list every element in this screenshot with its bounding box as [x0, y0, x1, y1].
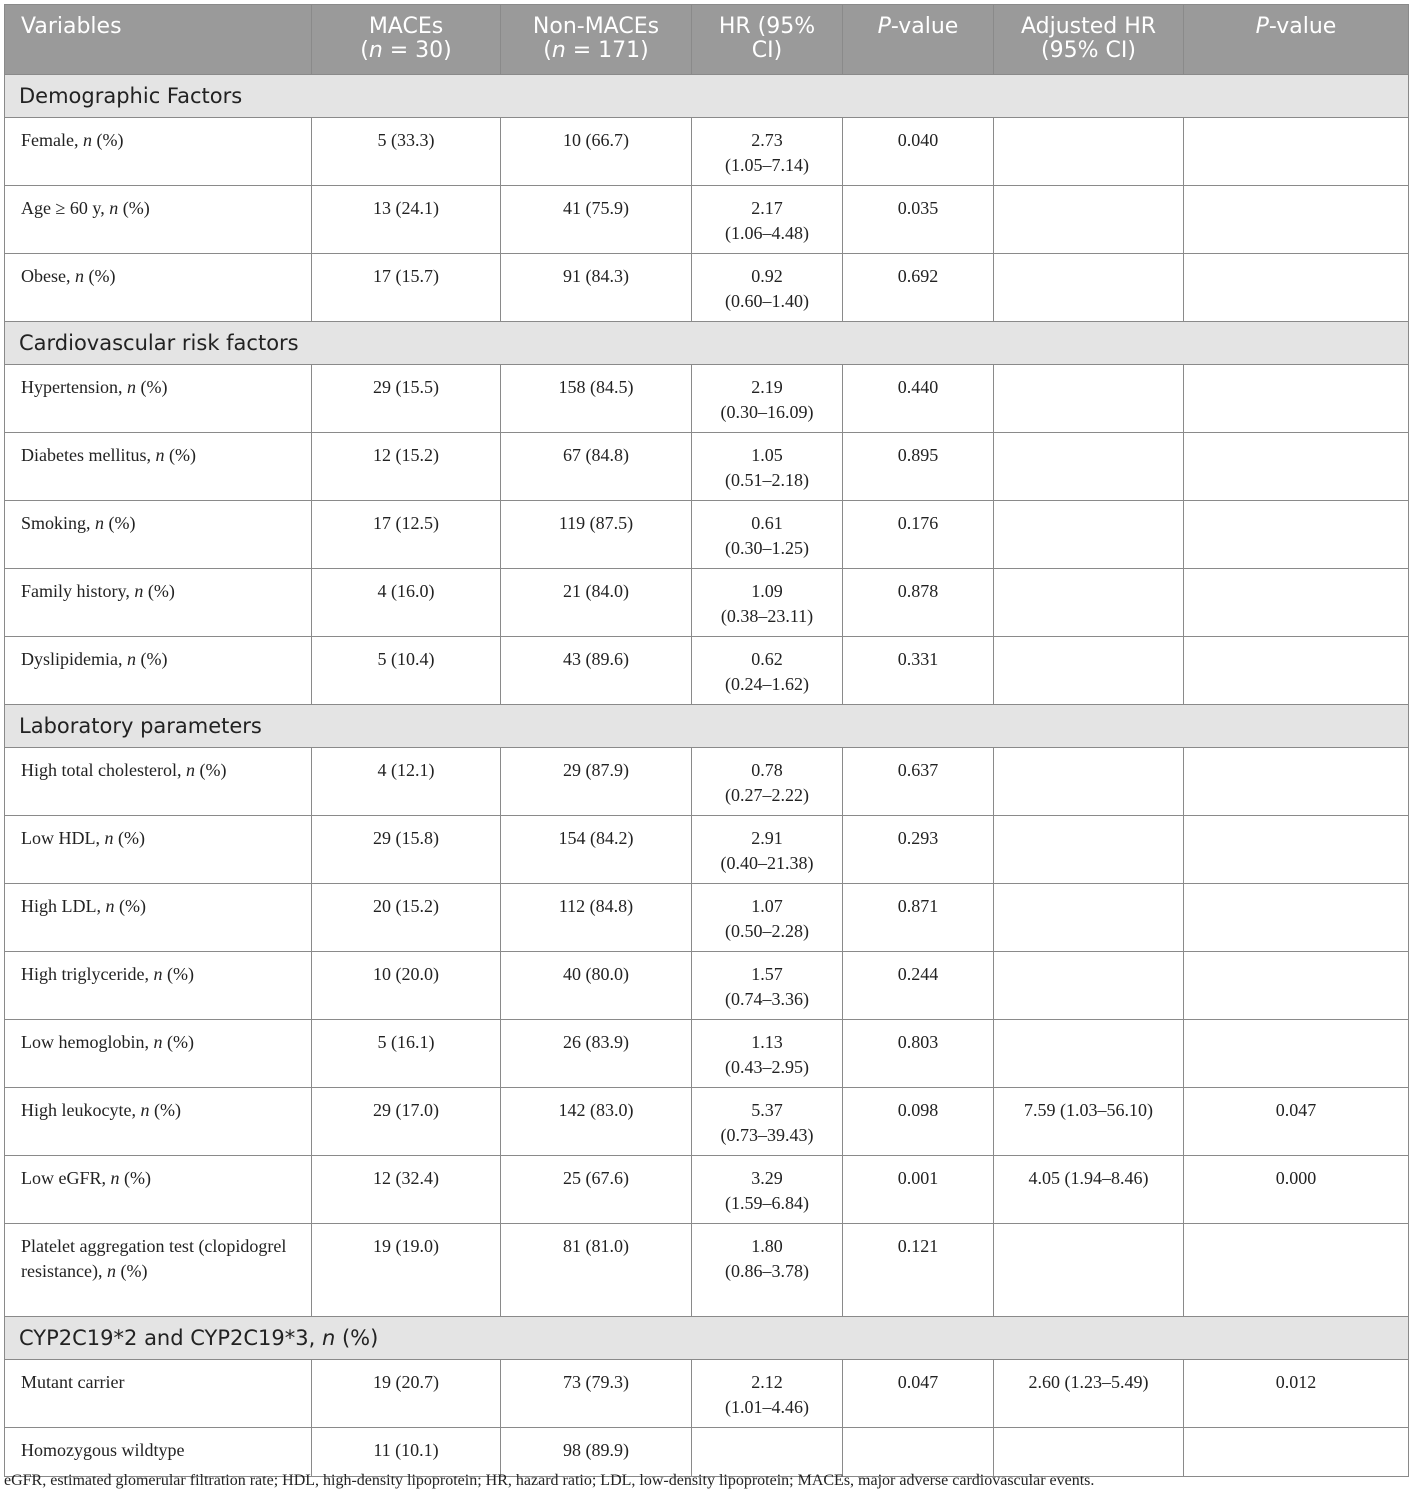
- row-label: [5, 1020, 312, 1088]
- cell-p-value: 0.331: [843, 637, 994, 705]
- header-maces: MACEs (n = 30): [312, 5, 501, 75]
- row-label-suffix: (%): [118, 198, 150, 218]
- hr-value: 3.29: [751, 1168, 783, 1188]
- hr-ci: (1.59–6.84): [725, 1192, 809, 1213]
- cell-hr: [692, 433, 843, 501]
- section-title-text: Cardiovascular risk factors: [19, 331, 299, 355]
- cell-hr: [692, 1088, 843, 1156]
- cell-adjusted-p-value: [1184, 365, 1409, 433]
- hr-value: 2.17: [751, 198, 783, 218]
- row-label-suffix: (%): [164, 445, 196, 465]
- row-label-text: Low HDL,: [21, 828, 105, 848]
- row-label-text: Low hemoglobin,: [21, 1032, 154, 1052]
- table-row: [5, 884, 1409, 952]
- row-label-suffix: (%): [114, 896, 146, 916]
- cell-non-maces: 154 (84.2): [501, 816, 692, 884]
- hr-ci: (0.60–1.40): [725, 290, 809, 311]
- cell-non-maces: 158 (84.5): [501, 365, 692, 433]
- row-label: [5, 186, 312, 254]
- cell-hr: [692, 118, 843, 186]
- hr-value: 1.13: [751, 1032, 783, 1052]
- row-label: [5, 1360, 312, 1428]
- hr-value: 0.62: [751, 649, 783, 669]
- section-header-row: [5, 322, 1409, 365]
- cell-maces: 19 (20.7): [312, 1360, 501, 1428]
- section-header-row: [5, 75, 1409, 118]
- header-p-value: P-value: [843, 5, 994, 75]
- hr-ci: (0.27–2.22): [725, 784, 809, 805]
- cell-p-value: [843, 1428, 994, 1477]
- cell-maces: 5 (10.4): [312, 637, 501, 705]
- cell-non-maces: 40 (80.0): [501, 952, 692, 1020]
- results-table: [4, 4, 1409, 1477]
- section-title-n: n: [322, 1326, 336, 1350]
- row-label-suffix: (%): [143, 581, 175, 601]
- row-label: [5, 433, 312, 501]
- cell-adjusted-p-value: [1184, 501, 1409, 569]
- row-label-text: High leukocyte,: [21, 1100, 141, 1120]
- row-label: [5, 816, 312, 884]
- row-label-n: n: [95, 513, 105, 533]
- cell-p-value: 0.040: [843, 118, 994, 186]
- cell-hr: [692, 748, 843, 816]
- row-label-text: Family history,: [21, 581, 135, 601]
- cell-hr: [692, 1428, 843, 1477]
- hr-value: 0.92: [751, 266, 783, 286]
- cell-non-maces: 81 (81.0): [501, 1224, 692, 1317]
- table-body: [5, 75, 1409, 1477]
- cell-maces: 5 (33.3): [312, 118, 501, 186]
- cell-non-maces: 26 (83.9): [501, 1020, 692, 1088]
- cell-p-value: 0.121: [843, 1224, 994, 1317]
- cell-maces: 29 (17.0): [312, 1088, 501, 1156]
- table-row: [5, 1360, 1409, 1428]
- section-title: [5, 1317, 1409, 1360]
- row-label: [5, 1156, 312, 1224]
- table-row: [5, 254, 1409, 322]
- row-label-n: n: [106, 1260, 116, 1281]
- cell-non-maces: 43 (89.6): [501, 637, 692, 705]
- cell-adjusted-hr: [994, 816, 1184, 884]
- hr-ci: (0.51–2.18): [725, 469, 809, 490]
- cell-adjusted-p-value: [1184, 254, 1409, 322]
- row-label: [5, 637, 312, 705]
- hr-ci: (0.86–3.78): [725, 1260, 809, 1281]
- cell-non-maces: 25 (67.6): [501, 1156, 692, 1224]
- hr-value: 2.91: [751, 828, 783, 848]
- hr-ci: (1.05–7.14): [725, 154, 809, 175]
- row-label: [5, 1088, 312, 1156]
- section-title-suffix: (%): [335, 1326, 379, 1350]
- hr-value: 0.78: [751, 760, 783, 780]
- cell-non-maces: 98 (89.9): [501, 1428, 692, 1477]
- cell-hr: [692, 1360, 843, 1428]
- hr-value: 2.12: [751, 1372, 783, 1392]
- row-label-text: High total cholesterol,: [21, 760, 186, 780]
- row-label-text: High LDL,: [21, 896, 106, 916]
- cell-adjusted-hr: [994, 186, 1184, 254]
- row-label-suffix: (%): [104, 513, 136, 533]
- cell-adjusted-hr: 4.05 (1.94–8.46): [994, 1156, 1184, 1224]
- hr-value: 1.05: [751, 445, 783, 465]
- hr-value: 2.73: [751, 130, 783, 150]
- table-row: [5, 433, 1409, 501]
- hr-ci: (0.24–1.62): [725, 673, 809, 694]
- table-row: [5, 816, 1409, 884]
- hr-ci: (0.50–2.28): [725, 920, 809, 941]
- row-label-n: n: [126, 377, 136, 397]
- table-row: [5, 569, 1409, 637]
- table-row: [5, 952, 1409, 1020]
- row-label-suffix: (%): [136, 649, 168, 669]
- cell-p-value: 0.637: [843, 748, 994, 816]
- table-row: [5, 1020, 1409, 1088]
- cell-adjusted-p-value: [1184, 748, 1409, 816]
- header-hr: HR (95% CI): [692, 5, 843, 75]
- row-label: [5, 748, 312, 816]
- row-label-n: n: [82, 130, 92, 150]
- cell-hr: [692, 637, 843, 705]
- cell-adjusted-hr: [994, 952, 1184, 1020]
- row-label-n: n: [104, 828, 114, 848]
- row-label-n: n: [110, 1168, 120, 1188]
- cell-maces: 10 (20.0): [312, 952, 501, 1020]
- cell-maces: 12 (15.2): [312, 433, 501, 501]
- row-label: [5, 501, 312, 569]
- cell-hr: [692, 1156, 843, 1224]
- cell-adjusted-p-value: [1184, 816, 1409, 884]
- cell-maces: 5 (16.1): [312, 1020, 501, 1088]
- row-label-text: Age ≥ 60 y,: [21, 198, 110, 218]
- cell-adjusted-hr: [994, 433, 1184, 501]
- table-footnote: eGFR, estimated glomerular filtration rate; HDL, high-density lipoprotein; HR, hazard ratio; LDL, low-density lipoprotein; MACEs, major adverse cardiovascular events.: [4, 1472, 1095, 1489]
- row-label-suffix: (%): [162, 1032, 194, 1052]
- hr-value: 0.61: [751, 513, 783, 533]
- section-title: [5, 705, 1409, 748]
- table-row: [5, 118, 1409, 186]
- table-row: [5, 1088, 1409, 1156]
- cell-non-maces: 119 (87.5): [501, 501, 692, 569]
- cell-non-maces: 67 (84.8): [501, 433, 692, 501]
- row-label-n: n: [140, 1100, 150, 1120]
- section-header-row: [5, 1317, 1409, 1360]
- cell-adjusted-p-value: [1184, 952, 1409, 1020]
- cell-non-maces: 41 (75.9): [501, 186, 692, 254]
- row-label-text: Platelet aggregation test (clopidogrel resistance),: [21, 1236, 287, 1281]
- cell-p-value: 0.035: [843, 186, 994, 254]
- row-label-n: n: [127, 649, 136, 669]
- section-title: [5, 75, 1409, 118]
- row-label-text: Female,: [21, 130, 83, 150]
- cell-non-maces: 21 (84.0): [501, 569, 692, 637]
- row-label: [5, 884, 312, 952]
- cell-adjusted-hr: [994, 1428, 1184, 1477]
- row-label-n: n: [74, 266, 84, 286]
- row-label-text: Mutant carrier: [21, 1372, 125, 1392]
- row-label: [5, 1224, 312, 1317]
- section-title-text: CYP2C19*2 and CYP2C19*3,: [19, 1326, 322, 1350]
- cell-adjusted-hr: [994, 254, 1184, 322]
- cell-hr: [692, 501, 843, 569]
- row-label-text: Hypertension,: [21, 377, 127, 397]
- hr-value: 1.57: [751, 964, 783, 984]
- cell-p-value: 0.895: [843, 433, 994, 501]
- hr-ci: (0.30–16.09): [720, 401, 814, 422]
- cell-adjusted-p-value: [1184, 118, 1409, 186]
- cell-adjusted-p-value: [1184, 433, 1409, 501]
- hr-ci: (0.73–39.43): [720, 1124, 814, 1145]
- row-label-suffix: (%): [149, 1100, 181, 1120]
- row-label-text: High triglyceride,: [21, 964, 154, 984]
- row-label: [5, 569, 312, 637]
- row-label: [5, 118, 312, 186]
- cell-adjusted-p-value: 0.000: [1184, 1156, 1409, 1224]
- table-header: [5, 5, 1409, 75]
- table-row: [5, 186, 1409, 254]
- row-label-suffix: (%): [115, 1260, 148, 1281]
- section-title-text: Laboratory parameters: [19, 714, 262, 738]
- cell-maces: 11 (10.1): [312, 1428, 501, 1477]
- row-label-suffix: (%): [135, 377, 168, 397]
- row-label-text: Obese,: [21, 266, 75, 286]
- cell-adjusted-p-value: 0.012: [1184, 1360, 1409, 1428]
- row-label-suffix: (%): [83, 266, 116, 286]
- row-label-n: n: [105, 896, 115, 916]
- section-title-text: Demographic Factors: [19, 84, 243, 108]
- table-row: [5, 1156, 1409, 1224]
- row-label-suffix: (%): [162, 964, 194, 984]
- cell-adjusted-hr: [994, 365, 1184, 433]
- header-non-maces: Non-MACEs (n = 171): [501, 5, 692, 75]
- cell-p-value: 0.871: [843, 884, 994, 952]
- cell-p-value: 0.293: [843, 816, 994, 884]
- row-label-n: n: [109, 198, 119, 218]
- cell-p-value: 0.878: [843, 569, 994, 637]
- cell-maces: 29 (15.5): [312, 365, 501, 433]
- hr-ci: (0.43–2.95): [725, 1056, 809, 1077]
- cell-maces: 13 (24.1): [312, 186, 501, 254]
- cell-p-value: 0.098: [843, 1088, 994, 1156]
- hr-ci: (0.30–1.25): [725, 537, 809, 558]
- cell-maces: 17 (15.7): [312, 254, 501, 322]
- cell-hr: [692, 254, 843, 322]
- hr-value: 1.07: [751, 896, 783, 916]
- row-label-suffix: (%): [194, 760, 227, 780]
- cell-adjusted-hr: 2.60 (1.23–5.49): [994, 1360, 1184, 1428]
- table-row: [5, 748, 1409, 816]
- table-row: [5, 501, 1409, 569]
- cell-p-value: 0.440: [843, 365, 994, 433]
- cell-adjusted-hr: [994, 637, 1184, 705]
- row-label-n: n: [134, 581, 144, 601]
- cell-p-value: 0.001: [843, 1156, 994, 1224]
- row-label-n: n: [153, 964, 163, 984]
- section-title: [5, 322, 1409, 365]
- cell-adjusted-p-value: 0.047: [1184, 1088, 1409, 1156]
- cell-hr: [692, 569, 843, 637]
- cell-hr: [692, 1020, 843, 1088]
- cell-adjusted-p-value: [1184, 1224, 1409, 1317]
- hr-value: 2.19: [751, 377, 783, 397]
- cell-adjusted-p-value: [1184, 637, 1409, 705]
- cell-maces: 19 (19.0): [312, 1224, 501, 1317]
- cell-non-maces: 10 (66.7): [501, 118, 692, 186]
- cell-adjusted-hr: [994, 884, 1184, 952]
- hr-value: 1.09: [751, 581, 783, 601]
- hr-ci: (0.74–3.36): [725, 988, 809, 1009]
- cell-adjusted-hr: [994, 501, 1184, 569]
- cell-maces: 12 (32.4): [312, 1156, 501, 1224]
- cell-p-value: 0.692: [843, 254, 994, 322]
- cell-hr: [692, 952, 843, 1020]
- cell-non-maces: 142 (83.0): [501, 1088, 692, 1156]
- table-row: [5, 1224, 1409, 1317]
- hr-ci: (1.06–4.48): [725, 222, 809, 243]
- cell-hr: [692, 1224, 843, 1317]
- cell-maces: 20 (15.2): [312, 884, 501, 952]
- cell-hr: [692, 186, 843, 254]
- row-label: [5, 1428, 312, 1477]
- cell-non-maces: 91 (84.3): [501, 254, 692, 322]
- cell-adjusted-hr: [994, 118, 1184, 186]
- row-label-text: Dyslipidemia,: [21, 649, 127, 669]
- cell-maces: 4 (12.1): [312, 748, 501, 816]
- cell-adjusted-p-value: [1184, 569, 1409, 637]
- row-label-text: Smoking,: [21, 513, 96, 533]
- row-label-text: Homozygous wildtype: [21, 1440, 185, 1460]
- header-row: [5, 5, 1409, 75]
- section-header-row: [5, 705, 1409, 748]
- table-row: [5, 365, 1409, 433]
- hr-ci: (0.40–21.38): [720, 852, 814, 873]
- cell-adjusted-hr: 7.59 (1.03–56.10): [994, 1088, 1184, 1156]
- cell-non-maces: 73 (79.3): [501, 1360, 692, 1428]
- cell-adjusted-hr: [994, 748, 1184, 816]
- hr-value: 5.37: [751, 1100, 783, 1120]
- row-label-n: n: [185, 760, 195, 780]
- header-variables: Variables: [5, 5, 312, 75]
- table-row: [5, 637, 1409, 705]
- cell-non-maces: 112 (84.8): [501, 884, 692, 952]
- hr-ci: (0.38–23.11): [720, 605, 814, 626]
- cell-p-value: 0.244: [843, 952, 994, 1020]
- cell-adjusted-p-value: [1184, 1020, 1409, 1088]
- row-label: [5, 952, 312, 1020]
- row-label-text: Low eGFR,: [21, 1168, 111, 1188]
- header-adjusted-hr: Adjusted HR (95% CI): [994, 5, 1184, 75]
- hr-value: 1.80: [751, 1236, 783, 1256]
- header-adjusted-p-value: P-value: [1184, 5, 1409, 75]
- cell-adjusted-hr: [994, 1224, 1184, 1317]
- cell-adjusted-p-value: [1184, 186, 1409, 254]
- row-label-n: n: [153, 1032, 163, 1052]
- row-label: [5, 254, 312, 322]
- cell-hr: [692, 816, 843, 884]
- table-row: [5, 1428, 1409, 1477]
- cell-maces: 17 (12.5): [312, 501, 501, 569]
- cell-adjusted-p-value: [1184, 884, 1409, 952]
- cell-hr: [692, 365, 843, 433]
- row-label-suffix: (%): [91, 130, 124, 150]
- hr-ci: (1.01–4.46): [725, 1396, 809, 1417]
- cell-p-value: 0.803: [843, 1020, 994, 1088]
- row-label: [5, 365, 312, 433]
- row-label-suffix: (%): [119, 1168, 151, 1188]
- cell-p-value: 0.176: [843, 501, 994, 569]
- cell-maces: 4 (16.0): [312, 569, 501, 637]
- row-label-text: Diabetes mellitus,: [21, 445, 156, 465]
- cell-hr: [692, 884, 843, 952]
- cell-maces: 29 (15.8): [312, 816, 501, 884]
- cell-adjusted-hr: [994, 1020, 1184, 1088]
- cell-p-value: 0.047: [843, 1360, 994, 1428]
- cell-adjusted-p-value: [1184, 1428, 1409, 1477]
- cell-adjusted-hr: [994, 569, 1184, 637]
- row-label-suffix: (%): [113, 828, 145, 848]
- row-label-n: n: [155, 445, 165, 465]
- cell-non-maces: 29 (87.9): [501, 748, 692, 816]
